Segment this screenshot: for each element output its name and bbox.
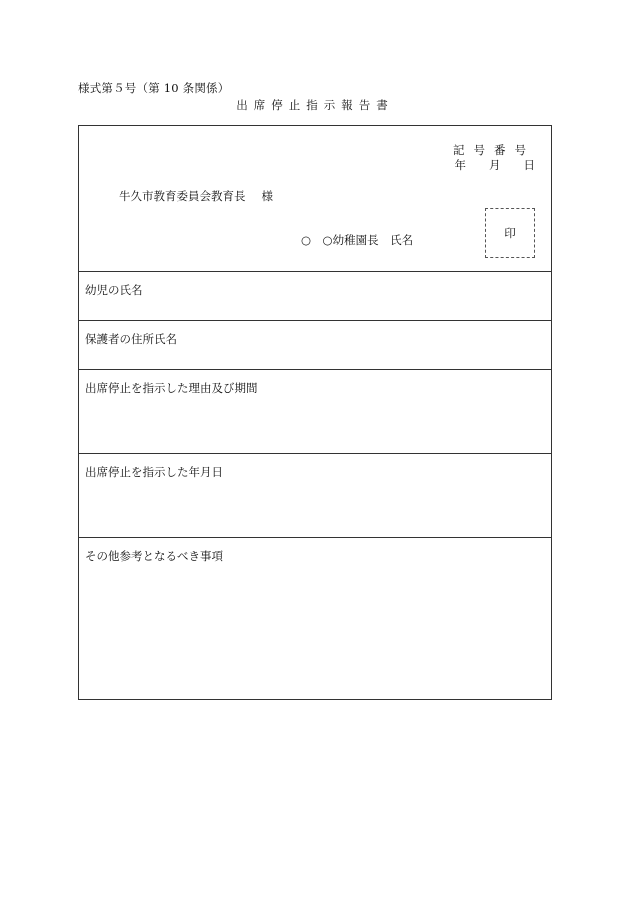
- document-number-label: 記号番号: [453, 143, 535, 157]
- instruction-date-label: 出席停止を指示した年月日: [85, 465, 223, 479]
- child-name-row: [79, 272, 551, 321]
- principal-signature-line: ○ ○幼稚園長 氏名: [301, 233, 414, 247]
- guardian-label: 保護者の住所氏名: [85, 332, 177, 346]
- reason-period-label: 出席停止を指示した理由及び期間: [85, 381, 258, 395]
- other-notes-row: [79, 538, 551, 700]
- report-form-table: [78, 125, 552, 700]
- document-date-label: 年 月 日: [454, 158, 535, 172]
- seal-label: 印: [504, 226, 516, 240]
- addressee-honorific: 様: [261, 189, 273, 203]
- other-notes-label: その他参考となるべき事項: [85, 549, 223, 563]
- seal-box: [485, 208, 535, 258]
- child-name-label: 幼児の氏名: [85, 283, 143, 297]
- document-title: 出席停止指示報告書: [236, 98, 394, 112]
- guardian-row: [79, 321, 551, 370]
- instruction-date-row: [79, 454, 551, 538]
- addressee-block: [119, 188, 273, 204]
- reason-period-row: [79, 370, 551, 454]
- form-header-section: [79, 126, 551, 272]
- addressee-name: 牛久市教育委員会教育長: [119, 189, 246, 203]
- form-reference: 様式第５号（第 10 条関係）: [78, 81, 230, 95]
